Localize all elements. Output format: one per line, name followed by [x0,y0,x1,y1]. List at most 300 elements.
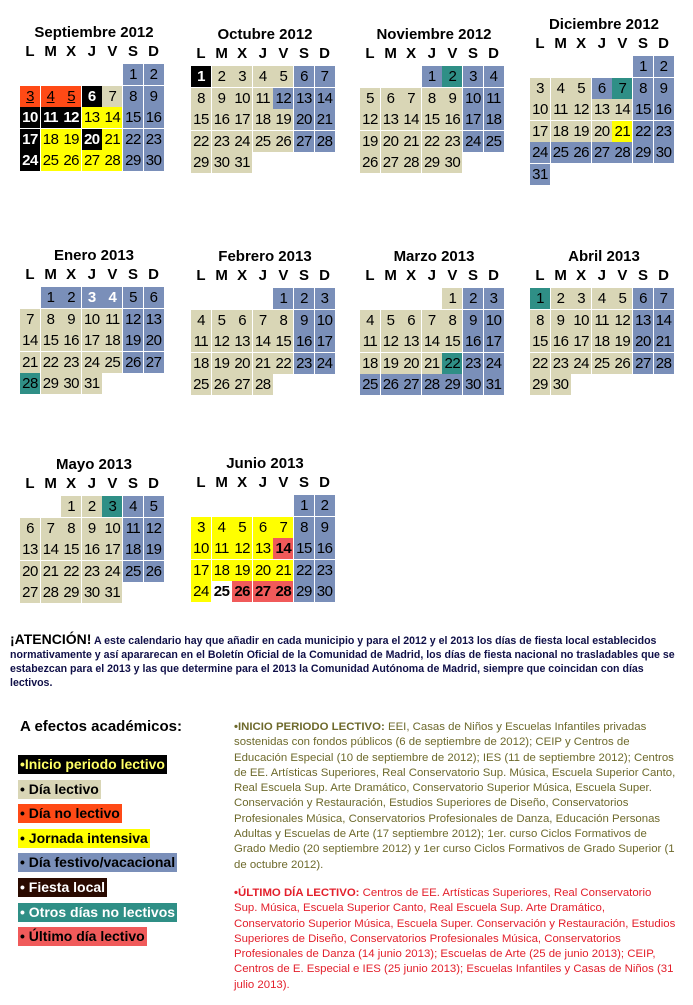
day-cell: 14 [654,310,674,331]
day-cell: 27 [294,131,314,152]
day-cell: 24 [102,561,122,582]
day-cell: 25 [212,581,232,602]
day-cell: 22 [422,131,442,152]
day-cell: 12 [123,309,143,330]
day-cell: 9 [442,88,462,109]
day-cell: 16 [294,331,314,352]
day-cell: 24 [571,353,591,374]
day-cell: 7 [102,86,122,107]
day-cell: 23 [294,353,314,374]
day-cell: 21 [273,560,293,581]
day-cell: 27 [253,581,273,602]
weekday-label: M [384,45,397,62]
weekday-label: X [237,267,248,284]
day-cell: 26 [273,131,293,152]
month-calendar [191,248,339,423]
weekday-label: L [25,43,35,60]
day-cell: 10 [102,518,122,539]
day-cell: 27 [633,353,653,374]
day-cell: 12 [612,310,632,331]
day-cell: 22 [61,561,81,582]
day-cell: 12 [360,109,380,130]
day-cell: 16 [61,330,81,351]
weekday-header [20,474,168,494]
month-title: Mayo 2013 [56,456,132,473]
day-cell: 25 [360,374,380,395]
weekday-label: S [637,35,648,52]
month-calendar [360,26,508,201]
day-cell: 14 [102,107,122,128]
day-cell: 4 [484,66,504,87]
day-cell: 10 [20,107,40,128]
weekday-label: X [66,43,77,60]
day-cell: 31 [232,152,252,173]
day-cell: 18 [253,109,273,130]
month-title: Febrero 2013 [218,248,312,265]
day-cell: 3 [530,78,550,99]
weekday-label: M [384,267,397,284]
day-cell: 26 [232,581,252,602]
weekday-label: S [127,266,138,283]
day-cell: 3 [463,66,483,87]
day-cell: 16 [551,331,571,352]
weekday-header [191,266,339,286]
day-cell: 11 [102,309,122,330]
day-cell: 11 [253,88,273,109]
day-cell: 15 [294,538,314,559]
day-cell: 11 [191,331,211,352]
day-cell: 9 [144,86,164,107]
weekday-label: V [278,45,289,62]
day-cell: 22 [41,352,61,373]
day-cell: 5 [381,310,401,331]
weekday-label: S [127,43,138,60]
day-cell: 30 [61,373,81,394]
day-cell: 29 [41,373,61,394]
day-cell: 20 [232,353,252,374]
day-cell: 23 [551,353,571,374]
weekday-label: J [258,267,267,284]
day-cell: 29 [442,374,462,395]
weekday-label: L [196,267,206,284]
day-cell: 15 [442,331,462,352]
month-title: Abril 2013 [568,248,640,265]
day-cell: 26 [612,353,632,374]
weekday-label: X [406,267,417,284]
weekday-label: D [148,475,160,492]
day-cell: 23 [442,131,462,152]
day-cell: 2 [144,64,164,85]
day-cell: 5 [212,310,232,331]
day-cell: 24 [82,352,102,373]
day-cell: 14 [422,331,442,352]
day-cell: 12 [232,538,252,559]
day-cell: 24 [20,150,40,171]
day-cell: 25 [191,374,211,395]
day-cell: 29 [294,581,314,602]
day-cell: 20 [401,353,421,374]
day-cell: 19 [212,353,232,374]
month-calendar [530,248,678,423]
day-cell: 10 [571,310,591,331]
month-calendar [20,456,168,631]
day-cell: 10 [232,88,252,109]
day-cell: 23 [654,121,674,142]
day-cell: 21 [401,131,421,152]
day-cell: 16 [442,109,462,130]
day-cell: 21 [41,561,61,582]
day-cell: 16 [463,331,483,352]
day-cell: 17 [20,129,40,150]
day-cell: 25 [551,142,571,163]
day-cell: 7 [401,88,421,109]
day-cell: 11 [551,99,571,120]
day-cell: 12 [381,331,401,352]
weekday-label: M [554,267,567,284]
day-cell: 28 [102,150,122,171]
weekday-label: J [597,35,606,52]
day-cell: 12 [144,518,164,539]
day-cell: 28 [654,353,674,374]
day-cell: 22 [191,131,211,152]
day-cell: 2 [551,288,571,309]
day-cell: 15 [41,330,61,351]
day-cell: 20 [82,129,102,150]
day-cell: 2 [61,287,81,308]
day-cell: 6 [232,310,252,331]
day-cell: 10 [484,310,504,331]
weekday-label: J [258,474,267,491]
day-cell: 9 [315,517,335,538]
day-cell: 22 [294,560,314,581]
weekday-label: S [127,475,138,492]
day-cell: 7 [422,310,442,331]
day-cell: 23 [463,353,483,374]
weekday-header [360,266,508,286]
day-cell: 13 [294,88,314,109]
day-cell: 3 [315,288,335,309]
day-cell: 1 [123,64,143,85]
day-cell: 14 [315,88,335,109]
day-cell: 19 [571,121,591,142]
day-cell: 21 [253,353,273,374]
day-cell: 17 [484,331,504,352]
day-cell: 11 [41,107,61,128]
day-cell: 17 [530,121,550,142]
legend-item: • Otros días no lectivos [20,903,176,920]
day-cell: 1 [273,288,293,309]
day-cell: 2 [82,496,102,517]
inicio-note [234,720,676,873]
day-cell: 1 [41,287,61,308]
day-cell: 7 [41,518,61,539]
day-cell: 1 [191,66,211,87]
day-cell: 26 [381,374,401,395]
weekday-label: D [319,45,331,62]
day-cell: 31 [102,582,122,603]
day-cell: 11 [212,538,232,559]
legend-title: A efectos académicos: [20,718,183,735]
day-cell: 30 [551,374,571,395]
weekday-label: S [467,45,478,62]
day-cell: 16 [315,538,335,559]
day-cell: 24 [484,353,504,374]
day-cell: 4 [123,496,143,517]
day-cell: 13 [401,331,421,352]
weekday-label: M [44,475,57,492]
attention-text: A este calendario hay que añadir en cada municipio y para el 2012 y el 2013 los días de fiesta local establecidos normativamente y así apararecan en el Boletín Oficial de la Comunidad de Madrid, los días de fiesta nacional no trasladables que se estabezcan para el 2013 y las que determine para el 2013 la Comunidad Autónoma de Madrid, siempre que coincidan con días lectivos. [10,635,675,689]
day-cell: 8 [61,518,81,539]
weekday-header [191,473,339,493]
day-cell: 2 [294,288,314,309]
day-cell: 27 [232,374,252,395]
attention-heading: ¡ATENCIÓN! [10,631,92,647]
day-cell: 28 [273,581,293,602]
day-cell: 28 [422,374,442,395]
day-cell: 30 [463,374,483,395]
day-cell: 30 [212,152,232,173]
day-cell: 18 [191,353,211,374]
day-cell: 5 [360,88,380,109]
day-cell: 16 [82,539,102,560]
day-cell: 9 [82,518,102,539]
weekday-label: V [278,267,289,284]
weekday-label: S [298,474,309,491]
day-cell: 4 [41,86,61,107]
day-cell: 29 [191,152,211,173]
legend-item: • Jornada intensiva [20,829,148,846]
day-cell: 1 [530,288,550,309]
day-cell: 20 [294,109,314,130]
day-cell: 18 [41,129,61,150]
month-title: Diciembre 2012 [548,16,660,33]
weekday-label: V [107,475,118,492]
day-cell: 4 [360,310,380,331]
day-cell: 22 [123,129,143,150]
day-cell: 4 [102,287,122,308]
day-cell: 7 [273,517,293,538]
day-cell: 7 [315,66,335,87]
day-cell: 2 [463,288,483,309]
day-cell: 3 [571,288,591,309]
day-cell: 22 [633,121,653,142]
day-cell: 29 [61,582,81,603]
day-cell: 30 [315,581,335,602]
day-cell: 11 [592,310,612,331]
day-cell: 15 [530,331,550,352]
day-cell: 26 [212,374,232,395]
day-cell: 30 [654,142,674,163]
weekday-label: D [148,266,160,283]
day-cell: 10 [530,99,550,120]
day-cell: 6 [633,288,653,309]
day-cell: 13 [20,539,40,560]
weekday-label: V [617,267,628,284]
month-title: Noviembre 2012 [376,26,492,43]
day-cell: 9 [654,78,674,99]
day-cell: 29 [530,374,550,395]
day-cell: 1 [294,495,314,516]
day-cell: 1 [633,56,653,77]
weekday-label: D [488,45,500,62]
ultimo-text: Centros de EE. Artísticas Superiores, Real Conservatorio Sup. Música, Escuela Superior Canto, Real Escuela Sup. Arte Dramático, Conservatorio Superior Música, Escuela Super. Conservación y Restauración, Estudios Superiores de Diseño, Conservatorios Profesionales Música, Conservatorios Profesionales de Danza (14 junio 2013); Escuelas de Arte (25 de junio 2013); CEIP, Centros de E. Especial e IES (25 junio 2013); Escuelas Infantiles y Casas de Niños (31 julio 2013). [234,887,676,991]
day-cell: 22 [442,353,462,374]
day-cell: 5 [232,517,252,538]
day-cell: 4 [551,78,571,99]
day-cell: 27 [381,152,401,173]
day-cell: 15 [123,107,143,128]
weekday-header [20,42,168,62]
day-cell: 23 [315,560,335,581]
day-cell: 19 [273,109,293,130]
weekday-label: J [258,45,267,62]
day-cell: 7 [253,310,273,331]
weekday-label: V [617,35,628,52]
day-cell: 4 [212,517,232,538]
weekday-label: X [576,35,587,52]
day-cell: 4 [253,66,273,87]
day-cell: 11 [360,331,380,352]
day-cell: 24 [463,131,483,152]
day-cell: 9 [294,310,314,331]
day-cell: 31 [484,374,504,395]
weekday-label: J [427,267,436,284]
day-cell: 5 [61,86,81,107]
weekday-label: L [365,45,375,62]
weekday-label: J [87,475,96,492]
day-cell: 13 [232,331,252,352]
day-cell: 17 [571,331,591,352]
day-cell: 2 [212,66,232,87]
day-cell: 23 [61,352,81,373]
month-calendar [20,24,168,199]
day-cell: 25 [123,561,143,582]
day-cell: 19 [360,131,380,152]
day-cell: 24 [315,353,335,374]
day-cell: 27 [592,142,612,163]
weekday-label: D [319,267,331,284]
day-cell: 9 [212,88,232,109]
weekday-label: D [148,43,160,60]
day-cell: 14 [253,331,273,352]
day-cell: 13 [381,109,401,130]
day-cell: 28 [41,582,61,603]
day-cell: 4 [592,288,612,309]
weekday-header [530,34,678,54]
day-cell: 5 [571,78,591,99]
weekday-label: X [237,474,248,491]
weekday-label: D [658,35,670,52]
day-cell: 18 [551,121,571,142]
ultimo-note [234,886,676,993]
day-cell: 18 [102,330,122,351]
day-cell: 11 [484,88,504,109]
legend-item: • Día no lectivo [20,805,120,822]
day-cell: 21 [654,331,674,352]
weekday-label: X [66,475,77,492]
weekday-label: S [467,267,478,284]
weekday-label: V [278,474,289,491]
day-cell: 21 [612,121,632,142]
month-title: Marzo 2013 [393,248,475,265]
day-cell: 19 [381,353,401,374]
day-cell: 31 [82,373,102,394]
weekday-label: S [637,267,648,284]
month-title: Septiembre 2012 [34,24,154,41]
day-cell: 15 [633,99,653,120]
weekday-label: M [215,474,228,491]
day-cell: 18 [123,539,143,560]
day-cell: 3 [102,496,122,517]
day-cell: 29 [123,150,143,171]
day-cell: 4 [191,310,211,331]
day-cell: 10 [315,310,335,331]
day-cell: 6 [592,78,612,99]
day-cell: 15 [422,109,442,130]
day-cell: 26 [123,352,143,373]
day-cell: 23 [144,129,164,150]
weekday-label: L [25,475,35,492]
day-cell: 17 [102,539,122,560]
day-cell: 20 [253,560,273,581]
day-cell: 15 [61,539,81,560]
day-cell: 16 [212,109,232,130]
weekday-label: M [554,35,567,52]
day-cell: 10 [82,309,102,330]
weekday-header [530,266,678,286]
inicio-text: EEI, Casas de Niños y Escuelas Infantiles privadas sostenidas con fondos públicos (6 de septiembre de 2012); CEIP y Centros de Educación Especial (10 de septiembre de 2012); IES (11 de septiembre 2012); Centros de EE. Artísticas Superiores, Real Conservatorio Sup. Música, Escuela Superior Canto, Real Escuela Sup. Arte Dramático, Conservatorio Superior Música, Escuela Super. Conservación y Restauración, Estudios Superiores de Diseño, Conservatorios Profesionales Música, Conservatorios Profesionales de Danza, Educación Personas Adultas y Escuelas de Arte (17 septiembre 2012); 1er. curso Ciclos Formativos de Grado Medio (20 septiembre 2012) y 1er curso Ciclos Formativos de Grado Superior (1 de octubre 2012). [234,721,676,871]
day-cell: 22 [530,353,550,374]
day-cell: 19 [61,129,81,150]
day-cell: 8 [41,309,61,330]
month-calendar [360,248,508,423]
day-cell: 13 [633,310,653,331]
day-cell: 20 [592,121,612,142]
day-cell: 10 [463,88,483,109]
day-cell: 9 [551,310,571,331]
day-cell: 19 [123,330,143,351]
day-cell: 8 [530,310,550,331]
legend-item: •Inicio periodo lectivo [20,756,165,772]
attention-notice [10,632,685,690]
day-cell: 13 [592,99,612,120]
day-cell: 28 [612,142,632,163]
day-cell: 5 [144,496,164,517]
day-cell: 16 [654,99,674,120]
day-cell: 11 [123,518,143,539]
legend-item: • Fiesta local [20,879,106,895]
day-cell: 6 [253,517,273,538]
day-cell: 5 [273,66,293,87]
day-cell: 28 [253,374,273,395]
day-cell: 17 [315,331,335,352]
legend-item: • Día lectivo [20,780,99,797]
day-cell: 21 [315,109,335,130]
weekday-header [191,44,339,64]
day-cell: 23 [212,131,232,152]
day-cell: 14 [41,539,61,560]
weekday-label: M [215,45,228,62]
day-cell: 7 [20,309,40,330]
day-cell: 26 [61,150,81,171]
day-cell: 1 [61,496,81,517]
day-cell: 27 [82,150,102,171]
day-cell: 18 [484,109,504,130]
day-cell: 5 [612,288,632,309]
day-cell: 31 [530,164,550,185]
day-cell: 22 [273,353,293,374]
day-cell: 9 [463,310,483,331]
